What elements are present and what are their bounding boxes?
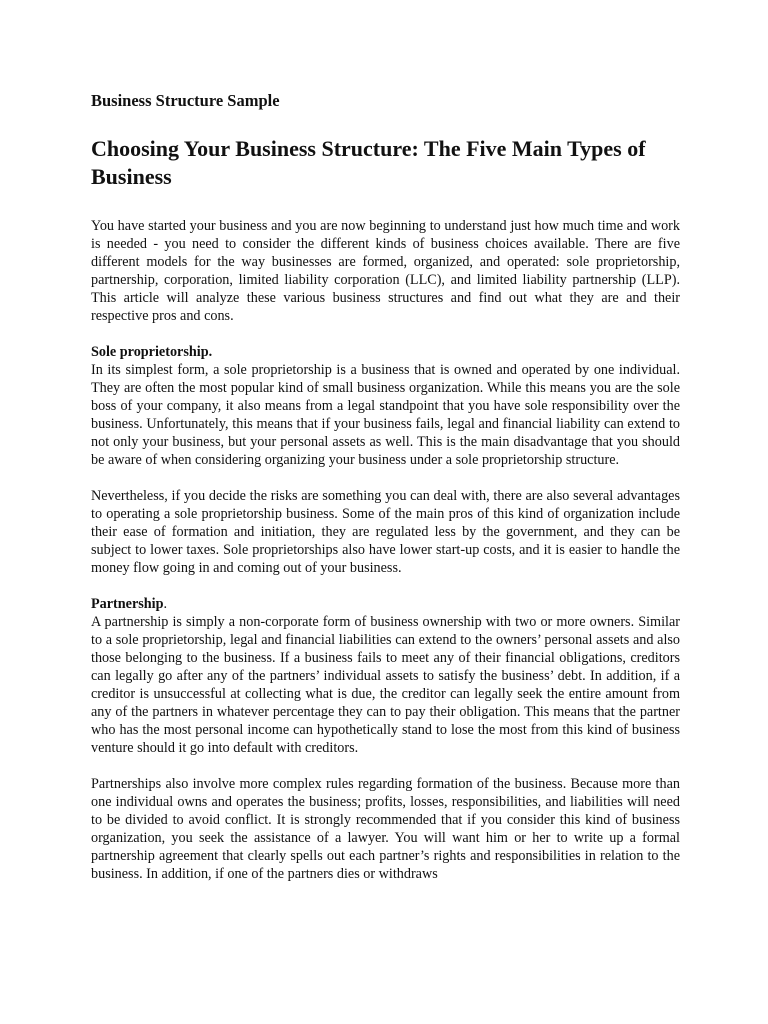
- section-paragraph: A partnership is simply a non-corporate form of business ownership with two or more owners. Similar to a sole proprietorship, legal and financial liabilities can extend to the owners’ personal assets and also those belonging to the business. If a business fails to meet any of their financial obligations, creditors can legally go after any of the partners’ individual assets to satisfy the business’ debt. In addition, if a creditor is unsuccessful at collecting what is due, the creditor can legally seek the entire amount from any of the partners in whatever percentage they can to pay their obligation. This means that the partner who has the most personal income can hypothetically stand to lose the most from this kind of business venture should it go into default with creditors.: [91, 614, 680, 756]
- section-paragraph: Partnerships also involve more complex rules regarding formation of the business. Because more than one individual owns and operates the business; profits, losses, responsibilities, and liabilities will need to be divided to avoid conflict. It is strongly recommended that if you consider this kind of business organization, you seek the assistance of a lawyer. You will want him or her to write up a formal partnership agreement that clearly spells out each partner’s rights and responsibilities in relation to the business. In addition, if one of the partners dies or withdraws: [91, 776, 680, 882]
- document-label: Business Structure Sample: [91, 91, 280, 110]
- section-heading: Sole proprietorship.: [91, 344, 213, 360]
- section-sole-proprietorship: [91, 343, 680, 577]
- section-partnership: [91, 595, 680, 883]
- intro-paragraph: You have started your business and you are now beginning to understand just how much time and work is needed - you need to consider the different kinds of business choices available. There are five different models for the way businesses are formed, organized, and operated: sole proprietorship, partnership, corporation, limited liability corporation (LLC), and limited liability partnership (LLP). This article will analyze these various business structures and find out what they are and their respective pros and cons.: [91, 218, 680, 324]
- section-heading: Partnership.: [91, 596, 168, 612]
- section-paragraph: Nevertheless, if you decide the risks are something you can deal with, there are also several advantages to operating a sole proprietorship business. Some of the main pros of this kind of organization include their ease of formation and initiation, they are regulated less by the government, and they can be subject to lower taxes. Sole proprietorships also have lower start-up costs, and it is easier to handle the money flow going in and coming out of your business.: [91, 488, 680, 576]
- section-heading-text: Partnership: [91, 596, 164, 612]
- document-title: Choosing Your Business Structure: The Five Main Types of Business: [91, 136, 646, 189]
- section-heading-text: Sole proprietorship: [91, 344, 209, 360]
- section-paragraph: In its simplest form, a sole proprietorship is a business that is owned and operated by one individual. They are often the most popular kind of small business organization. While this means you are the sole boss of your company, it also means from a legal standpoint that you have sole responsibility over the business. Unfortunately, this means that if your business fails, legal and financial liability can extend to not only your business, but your personal assets as well. This is the main disadvantage that you should be aware of when considering organizing your business under a sole proprietorship structure.: [91, 362, 680, 468]
